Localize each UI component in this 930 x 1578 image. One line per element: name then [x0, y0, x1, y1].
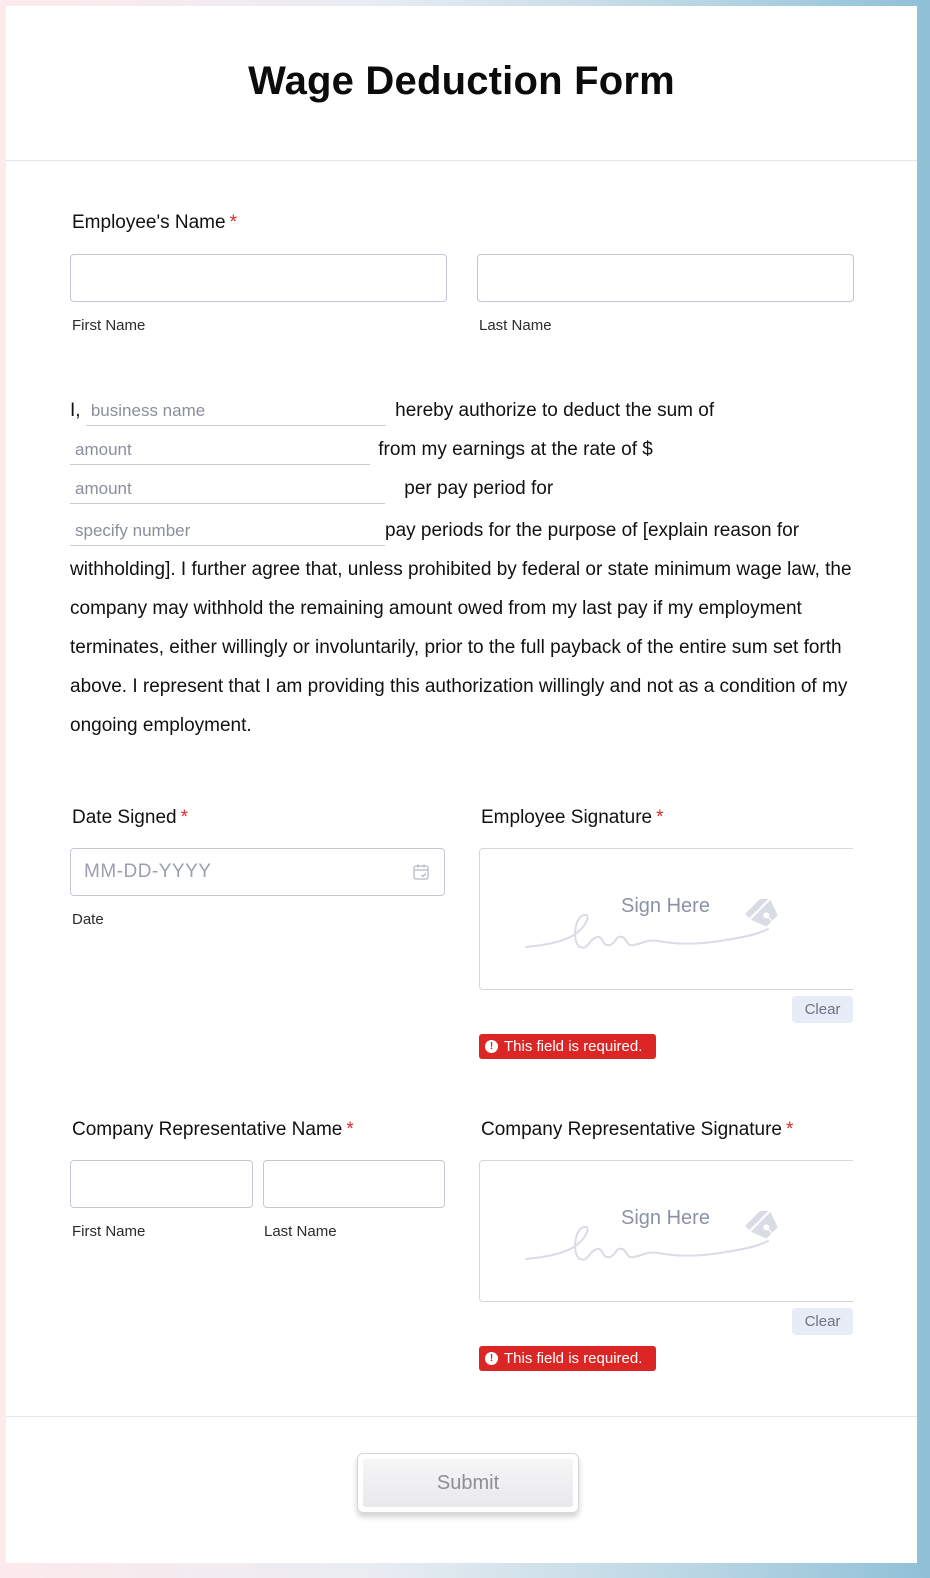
rep-first-name-input[interactable] [70, 1160, 253, 1208]
rep-signature-label-text: Company Representative Signature [481, 1119, 783, 1140]
rep-signature-error [479, 1346, 656, 1371]
employee-signature-clear-button[interactable]: Clear [792, 996, 853, 1023]
submit-button-label: Submit [363, 1459, 573, 1507]
submit-button[interactable] [357, 1453, 579, 1513]
rep-last-name-input[interactable] [263, 1160, 445, 1208]
auth-line-1 [70, 398, 714, 426]
form-card [6, 6, 917, 1563]
date-sublabel: Date [72, 911, 104, 928]
date-signed-input[interactable] [70, 848, 445, 896]
employee-signature-error [479, 1034, 656, 1059]
form-title: Wage Deduction Form [248, 58, 675, 103]
error-icon: ! [485, 1040, 498, 1053]
footer-divider [6, 1416, 917, 1417]
auth-line-3 [70, 476, 553, 504]
signature-pen-icon [524, 1211, 814, 1271]
error-text: This field is required. [504, 1038, 643, 1055]
form-header [6, 6, 917, 161]
calendar-icon[interactable] [411, 862, 431, 882]
error-icon: ! [485, 1352, 498, 1365]
deduction-amount-input[interactable]: amount [70, 439, 370, 465]
employee-name-label-text: Employee's Name [72, 212, 226, 233]
employee-signature-label [481, 807, 664, 829]
employee-first-name-sublabel: First Name [72, 317, 146, 334]
rep-name-label [72, 1119, 354, 1141]
required-asterisk: * [786, 1119, 794, 1140]
rep-first-name-sublabel: First Name [72, 1223, 146, 1240]
auth-prefix: I, [70, 400, 81, 421]
employee-signature-label-text: Employee Signature [481, 807, 653, 828]
signature-pen-icon [524, 899, 814, 959]
required-asterisk: * [229, 212, 237, 233]
rep-signature-label [481, 1119, 793, 1141]
rep-name-label-text: Company Representative Name [72, 1119, 343, 1140]
auth-text-3: per pay period for [404, 478, 554, 499]
auth-line-2 [70, 437, 653, 465]
date-placeholder: MM-DD-YYYY [84, 861, 212, 882]
rate-amount-input[interactable]: amount [70, 478, 385, 504]
date-signed-label-text: Date Signed [72, 807, 177, 828]
employee-signature-pad[interactable] [479, 848, 853, 990]
auth-text-1: hereby authorize to deduct the sum of [395, 400, 715, 421]
employee-first-name-input[interactable] [70, 254, 447, 302]
rep-signature-clear-button[interactable]: Clear [792, 1308, 853, 1335]
sign-here-placeholder: Sign Here [621, 895, 710, 917]
required-asterisk: * [656, 807, 664, 828]
rep-signature-pad[interactable] [479, 1160, 853, 1302]
pay-periods-input[interactable]: specify number [70, 520, 385, 546]
date-signed-label [72, 807, 188, 829]
required-asterisk: * [180, 807, 188, 828]
rep-last-name-sublabel: Last Name [264, 1223, 337, 1240]
employee-last-name-input[interactable] [477, 254, 854, 302]
business-name-input[interactable]: business name [86, 400, 386, 426]
auth-paragraph [70, 511, 860, 745]
auth-text-4: pay periods for the purpose of [explain reason for withholding]. I further agree that, unless prohibited by federal or state minimum wage law, the company may withhold the remaining amount owed from my last pay if my employment terminates, either willingly or involuntarily, prior to the full payback of the entire sum set forth above. I represent that I am providing this authorization willingly and not as a condition of my ongoing employment. [70, 520, 852, 736]
auth-text-2: from my earnings at the rate of $ [378, 439, 653, 460]
employee-name-label [72, 212, 237, 234]
error-text: This field is required. [504, 1350, 643, 1367]
required-asterisk: * [346, 1119, 354, 1140]
employee-last-name-sublabel: Last Name [479, 317, 552, 334]
sign-here-placeholder: Sign Here [621, 1207, 710, 1229]
